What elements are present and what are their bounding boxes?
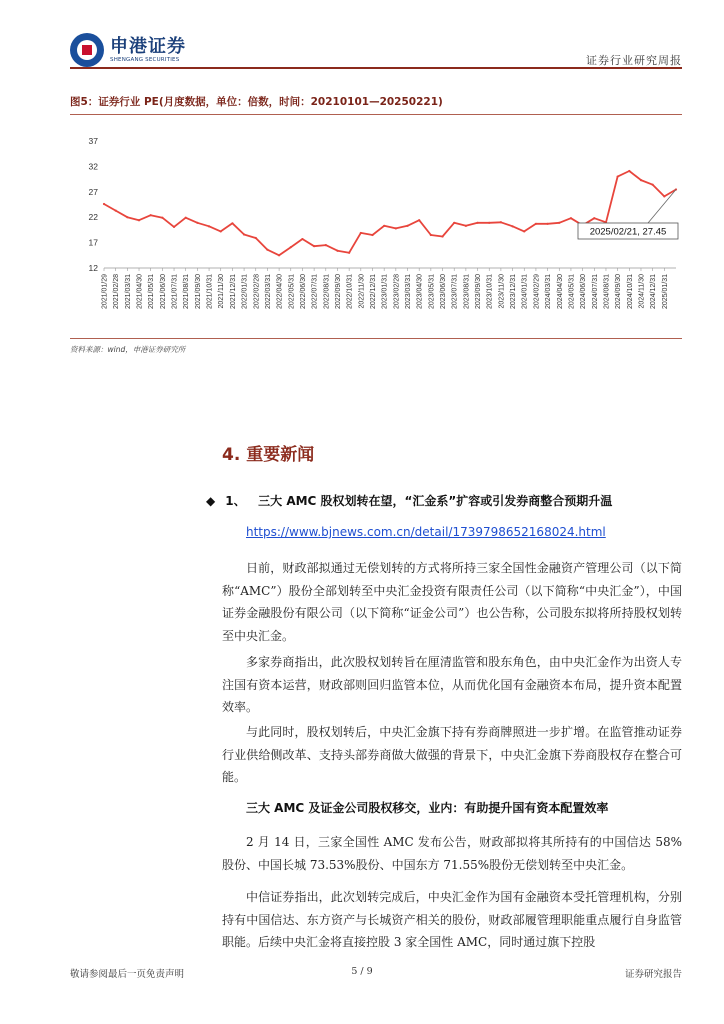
x-tick-label: 2023/04/30 [416, 274, 424, 310]
data-point [652, 184, 654, 186]
x-tick-label: 2024/11/30 [638, 274, 646, 309]
data-point [278, 254, 280, 256]
data-point [243, 233, 245, 235]
x-tick-label: 2022/12/31 [369, 274, 377, 310]
paragraph-3: 与此同时，股权划转后，中央汇金旗下持有券商牌照进一步扩增。在监管推动证券行业供给侧改革、支持头部券商做大做强的背景下，中央汇金旗下券商股权存在整合可能。 [222, 725, 682, 784]
x-tick-label: 2024/06/30 [580, 274, 588, 310]
chart-annotation-group [578, 190, 678, 239]
data-point [441, 235, 443, 237]
data-point [476, 222, 478, 224]
data-point [231, 222, 233, 224]
news-subtitle: 三大 AMC 及证金公司股权移交，业内：有助提升国有资本配置效率 [246, 801, 609, 815]
data-point [348, 252, 350, 254]
figure-source: 资料来源：wind，申港证券研究所 [70, 345, 186, 354]
x-tick-label: 2024/04/30 [556, 274, 564, 310]
company-logo [70, 33, 186, 67]
data-point [488, 222, 490, 224]
data-point [453, 222, 455, 224]
x-tick-label: 2024/03/31 [545, 274, 553, 310]
y-tick-label: 32 [88, 161, 98, 172]
data-point [220, 230, 222, 232]
data-point [617, 175, 619, 177]
x-tick-label: 2024/10/31 [626, 274, 634, 310]
x-tick-label: 2023/12/31 [510, 274, 518, 310]
data-point [535, 223, 537, 225]
x-tick-label: 2022/04/30 [276, 274, 284, 310]
data-point [115, 209, 117, 211]
paragraph-4: 2 月 14 日，三家全国性 AMC 发布公告，财政部拟将其所持有的中国信达 58%股份、中国长城 73.53%股份、中国东方 71.55%股份无偿划转至中央汇金。 [222, 835, 682, 872]
figure-title: 图5：证券行业 PE(月度数据，单位：倍数，时间：20210101—20250221) [70, 96, 443, 108]
header-divider [70, 67, 682, 69]
news-item-title [206, 492, 612, 509]
data-point [640, 179, 642, 181]
x-tick-label: 2021/04/30 [136, 274, 144, 310]
data-point [558, 222, 560, 224]
series-line [104, 171, 676, 255]
footer-report-label: 证券研究报告 [624, 969, 682, 980]
x-tick-label: 2022/07/31 [311, 274, 319, 310]
x-tick-label: 2023/02/28 [393, 274, 401, 310]
data-point [313, 245, 315, 247]
report-type: 证券行业研究周报 [586, 54, 682, 67]
y-tick-label: 27 [88, 186, 98, 197]
x-tick-label: 2023/03/31 [405, 274, 413, 310]
data-point [301, 238, 303, 240]
x-tick-label: 2021/07/31 [171, 274, 179, 310]
data-point [173, 226, 175, 228]
x-tick-label: 2024/09/30 [615, 274, 623, 310]
x-tick-label: 2022/02/28 [253, 274, 261, 310]
x-tick-label: 2022/01/31 [241, 274, 249, 310]
x-tick-label: 2023/09/30 [475, 274, 483, 310]
pe-line-chart [70, 118, 690, 336]
x-tick-label: 2022/11/30 [358, 274, 366, 309]
x-tick-label: 2021/11/30 [218, 274, 226, 309]
bullet-diamond-icon: ◆ [206, 494, 216, 508]
x-tick-label: 2021/03/31 [124, 274, 132, 310]
x-tick-label: 2024/07/31 [591, 274, 599, 310]
logo-english-name: SHENGANG SECURITIES [110, 56, 180, 63]
x-tick-label: 2022/06/30 [299, 274, 307, 310]
data-point [138, 219, 140, 221]
x-tick-label: 2023/05/31 [428, 274, 436, 310]
x-tick-label: 2022/08/31 [323, 274, 331, 310]
data-point [546, 223, 548, 225]
x-tick-label: 2024/01/31 [521, 274, 529, 310]
data-point [103, 203, 105, 205]
figure-bottom-rule [70, 338, 682, 339]
chart-y-ticks [89, 136, 99, 273]
logo-chinese-name: 申港证券 [110, 35, 186, 57]
x-tick-label: 2021/09/30 [194, 274, 202, 310]
x-tick-label: 2023/07/31 [451, 274, 459, 310]
x-tick-label: 2021/12/31 [229, 274, 237, 310]
x-tick-label: 2021/02/28 [113, 274, 121, 310]
x-tick-label: 2023/01/31 [381, 274, 389, 310]
news-item-number: 1、 [225, 494, 246, 508]
data-point [395, 227, 397, 229]
data-point [150, 214, 152, 216]
data-point [126, 216, 128, 218]
news-item-headline: 三大 AMC 股权划转在望，“汇金系”扩容或引发券商整合预期升温 [258, 494, 613, 508]
data-point [185, 217, 187, 219]
chart-x-ticks [102, 268, 669, 309]
data-point [465, 225, 467, 227]
data-point [196, 222, 198, 224]
x-tick-label: 2021/08/31 [183, 274, 191, 310]
x-tick-label: 2022/05/31 [288, 274, 296, 310]
x-tick-label: 2023/06/30 [440, 274, 448, 310]
y-tick-label: 37 [88, 136, 98, 146]
x-tick-label: 2023/08/31 [463, 274, 471, 310]
figure-top-rule [70, 114, 682, 115]
paragraph-1: 日前，财政部拟通过无偿划转的方式将所持三家全国性金融资产管理公司（以下简称“AMC”）股份全部划转至中央汇金投资有限责任公司（以下简称“中央汇金”），中国证券金融股份有限公司（以下简称“证金公司”）也公告称，公司股东拟将所持股权划转至中央汇金。 [222, 561, 682, 643]
data-point [336, 250, 338, 252]
data-point [570, 217, 572, 219]
data-point [255, 237, 257, 239]
y-tick-label: 12 [88, 263, 98, 273]
x-tick-label: 2022/09/30 [334, 274, 342, 310]
x-tick-label: 2024/08/31 [603, 274, 611, 310]
x-tick-label: 2024/12/31 [650, 274, 658, 310]
data-point [663, 195, 665, 197]
y-tick-label: 17 [88, 237, 98, 248]
x-tick-label: 2022/03/31 [264, 274, 272, 310]
data-point [371, 234, 373, 236]
data-point [325, 244, 327, 246]
x-tick-label: 2023/10/31 [486, 274, 494, 310]
logo-emblem-icon [70, 33, 104, 67]
x-tick-label: 2024/05/31 [568, 274, 576, 310]
data-point [628, 170, 630, 172]
footer-disclaimer: 敬请参阅最后一页免责声明 [70, 969, 185, 980]
data-point [360, 232, 362, 234]
data-point [430, 234, 432, 236]
data-point [593, 217, 595, 219]
data-point [266, 249, 268, 251]
x-tick-label: 2024/02/29 [533, 274, 541, 310]
data-point [406, 225, 408, 227]
news-source-link[interactable]: https://www.bjnews.com.cn/detail/1739798652168024.html [246, 525, 606, 539]
x-tick-label: 2021/01/29 [101, 274, 109, 310]
data-point [500, 221, 502, 223]
data-point [161, 217, 163, 219]
page-number: 5 / 9 [351, 966, 373, 977]
x-tick-label: 2021/06/30 [159, 274, 167, 310]
chart-series [103, 170, 677, 257]
data-point [290, 246, 292, 248]
x-tick-label: 2023/11/30 [498, 274, 506, 309]
data-point [511, 225, 513, 227]
x-tick-label: 2025/01/31 [661, 274, 669, 310]
section-title: 4. 重要新闻 [222, 445, 315, 465]
paragraph-5: 中信证券指出，此次划转完成后，中央汇金作为国有金融资本受托管理机构，分别持有中国信达、东方资产与长城资产相关的股份，财政部履管理职能重点履行自身监管职能。后续中央汇金将直接控股 3 家全国性 AMC，同时通过旗下控股 [222, 890, 682, 949]
x-tick-label: 2022/10/31 [346, 274, 354, 310]
data-point [523, 230, 525, 232]
y-tick-label: 22 [88, 212, 98, 223]
data-point [383, 225, 385, 227]
paragraph-2: 多家券商指出，此次股权划转旨在厘清监管和股东角色，由中央汇金作为出资人专注国有资本运营，财政部则回归监管本位，从而优化国有金融资本布局，提升资本配置效率。 [222, 655, 682, 714]
annotation-label: 2025/02/21, 27.45 [589, 226, 667, 238]
data-point [208, 225, 210, 227]
data-point [418, 219, 420, 221]
x-tick-label: 2021/10/31 [206, 274, 214, 310]
x-tick-label: 2021/05/31 [148, 274, 156, 310]
